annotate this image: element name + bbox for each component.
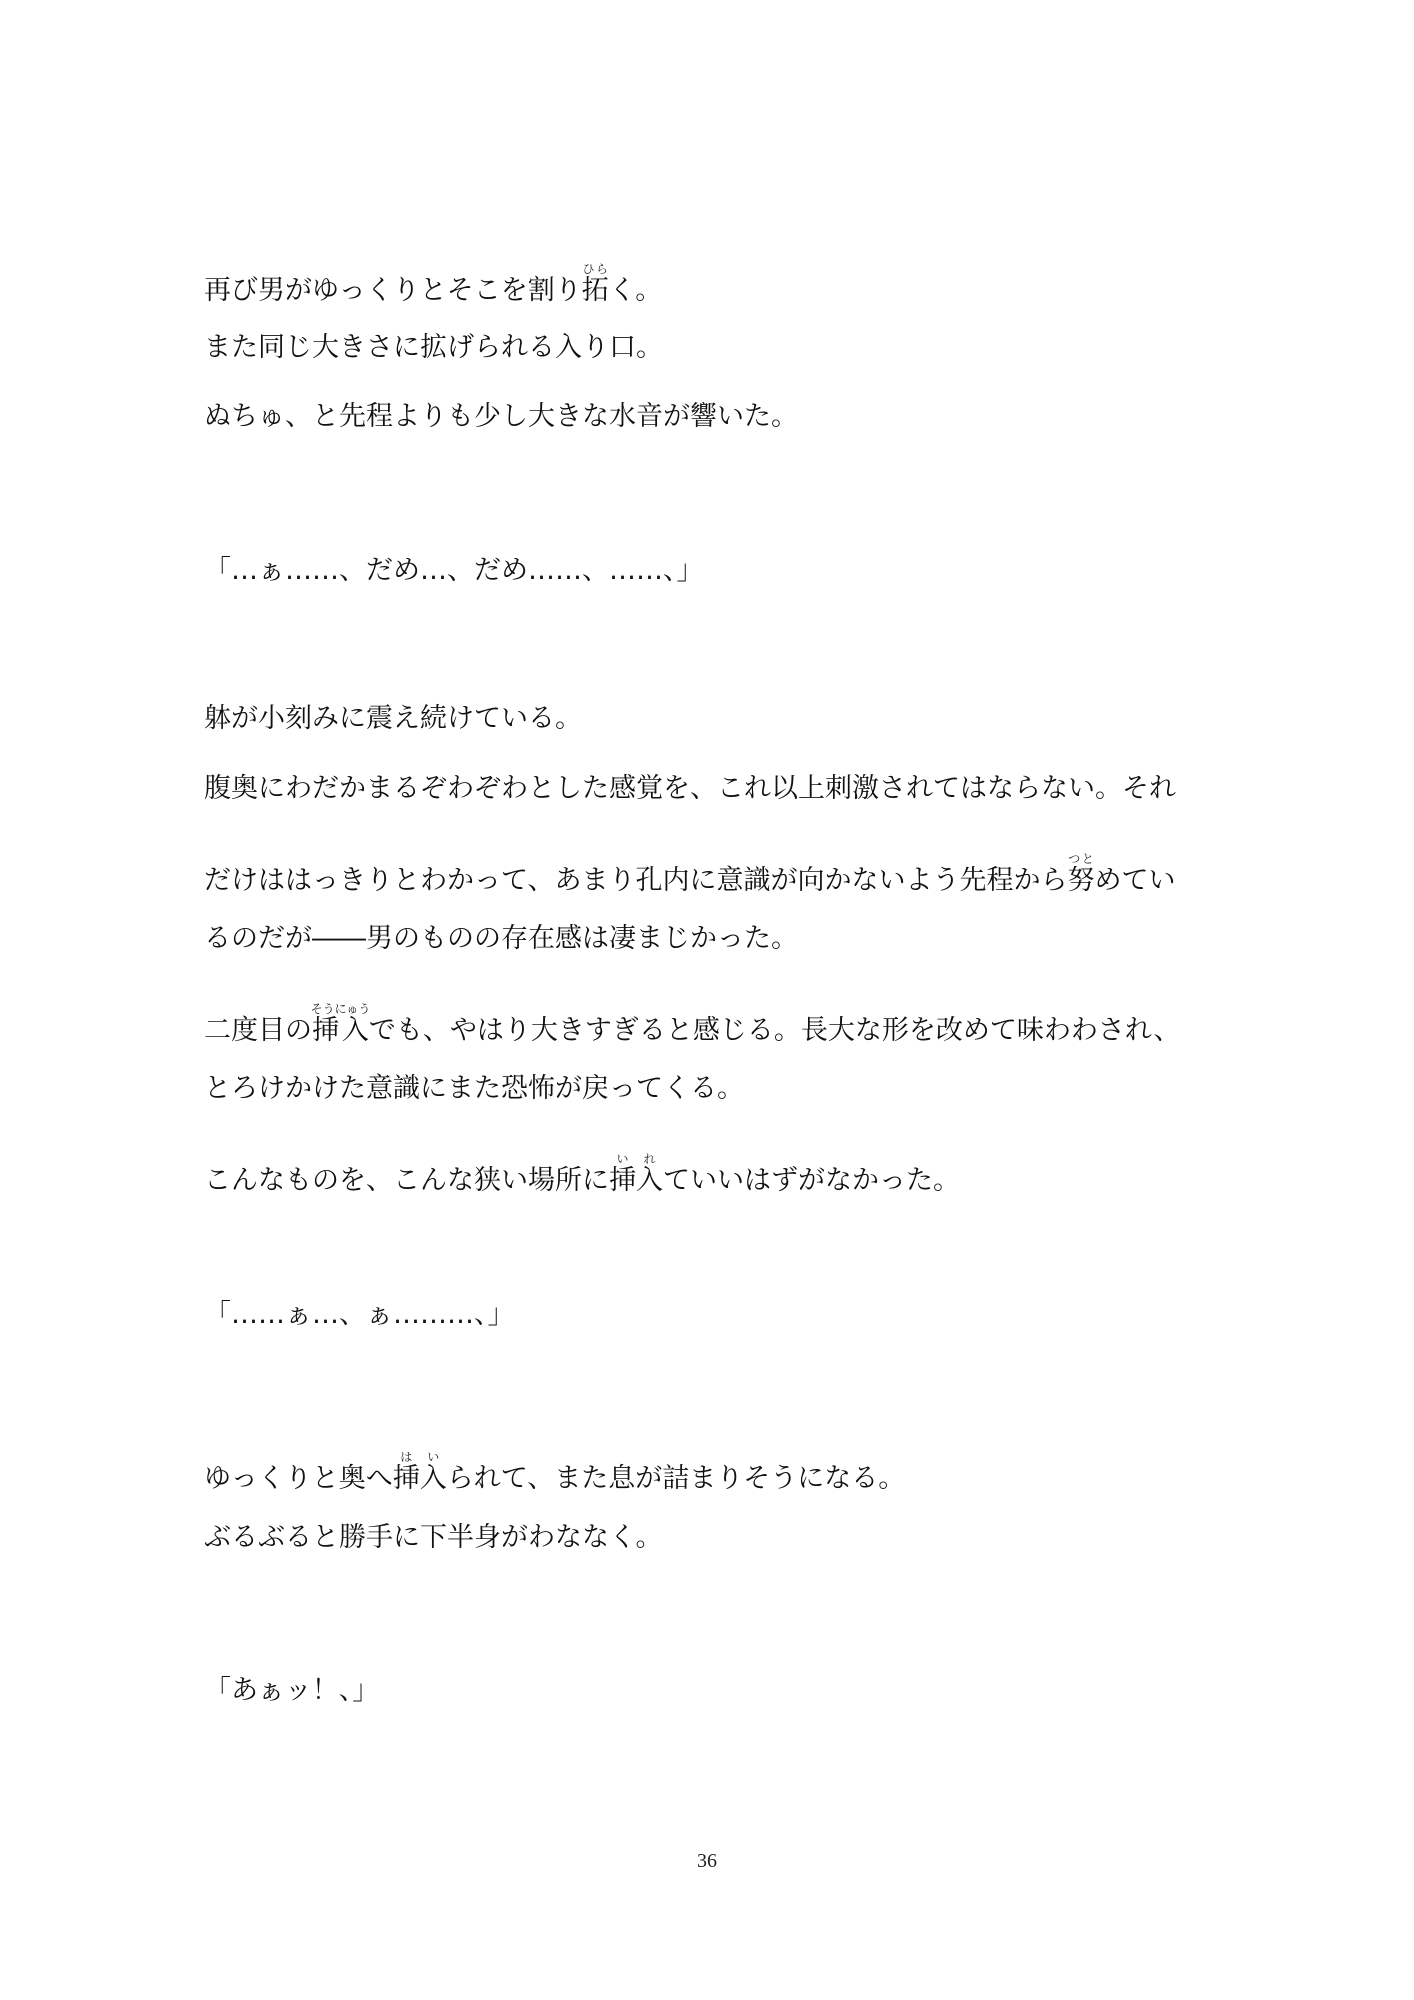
ruby-sounyuu-reading: そうにゅう: [310, 1002, 371, 1016]
line-11-text-after: られて、また息が詰まりそうになる。: [446, 1463, 906, 1494]
ruby-ire-base: 挿入: [609, 1165, 663, 1196]
paragraph-line-3: ぬちゅ、と先程よりも少し大きな水音が響いた。: [204, 401, 798, 432]
ruby-ire-reading: いれ: [609, 1152, 663, 1166]
line-10-text-before: こんなものを、こんな狭い場所に: [204, 1165, 609, 1196]
paragraph-line-12: ぶるぶると勝手に下半身がわななく。: [204, 1522, 663, 1553]
line-10-text-after: ていいはずがなかった。: [663, 1165, 960, 1196]
dialogue-line-1: 「…ぁ……、だめ…、だめ……、……、」: [204, 555, 704, 586]
line-1-text-after: く。: [608, 275, 663, 306]
paragraph-line-5: 腹奥にわだかまるぞわぞわとした感覚を、これ以上刺激されてはならない。それ: [204, 773, 1176, 804]
paragraph-line-10: [204, 1152, 960, 1198]
paragraph-line-2: また同じ大きさに拡げられる入り口。: [204, 332, 663, 363]
page-number: 36: [697, 1850, 717, 1872]
ruby-hai-reading: はい: [392, 1450, 447, 1464]
line-8-text-after: でも、やはり大きすぎると感じる。長大な形を改めて味わわされ、: [368, 1015, 1181, 1046]
ruby-tsutome: [1067, 852, 1095, 896]
line-8-text-before: 二度目の: [204, 1015, 312, 1046]
ruby-tsutome-reading: つと: [1067, 852, 1095, 866]
ruby-sounyuu: [310, 1002, 371, 1046]
paragraph-line-11: [204, 1450, 905, 1496]
paragraph-line-9: とろけかけた意識にまた恐怖が戻ってくる。: [204, 1073, 744, 1104]
line-11-text-before: ゆっくりと奥へ: [204, 1463, 393, 1494]
ruby-hiraku-reading: ひら: [581, 262, 609, 276]
ruby-sounyuu-base: 挿入: [310, 1015, 371, 1046]
ruby-hai-base: 挿入: [392, 1463, 447, 1494]
dialogue-line-2: 「……ぁ…、ぁ………、」: [204, 1299, 515, 1330]
ruby-tsutome-base: 努: [1067, 865, 1095, 896]
paragraph-line-4: 躰が小刻みに震え続けている。: [204, 703, 582, 734]
paragraph-line-1: [204, 262, 662, 308]
line-6-text-before: だけははっきりとわかって、あまり孔内に意識が向かないよう先程から: [204, 865, 1068, 896]
dialogue-line-3: 「あぁッ！、」: [204, 1675, 380, 1706]
line-6-text-after: めてい: [1094, 865, 1176, 896]
ruby-hiraku: [581, 262, 609, 306]
paragraph-line-6: [204, 852, 1175, 898]
ruby-ire: [609, 1152, 663, 1196]
paragraph-line-8: [204, 1002, 1181, 1048]
ruby-hiraku-base: 拓: [581, 275, 609, 306]
ruby-hai: [392, 1450, 447, 1494]
line-1-text-before: 再び男がゆっくりとそこを割り: [204, 275, 582, 306]
paragraph-line-7: るのだが――男のものの存在感は凄まじかった。: [204, 923, 798, 954]
